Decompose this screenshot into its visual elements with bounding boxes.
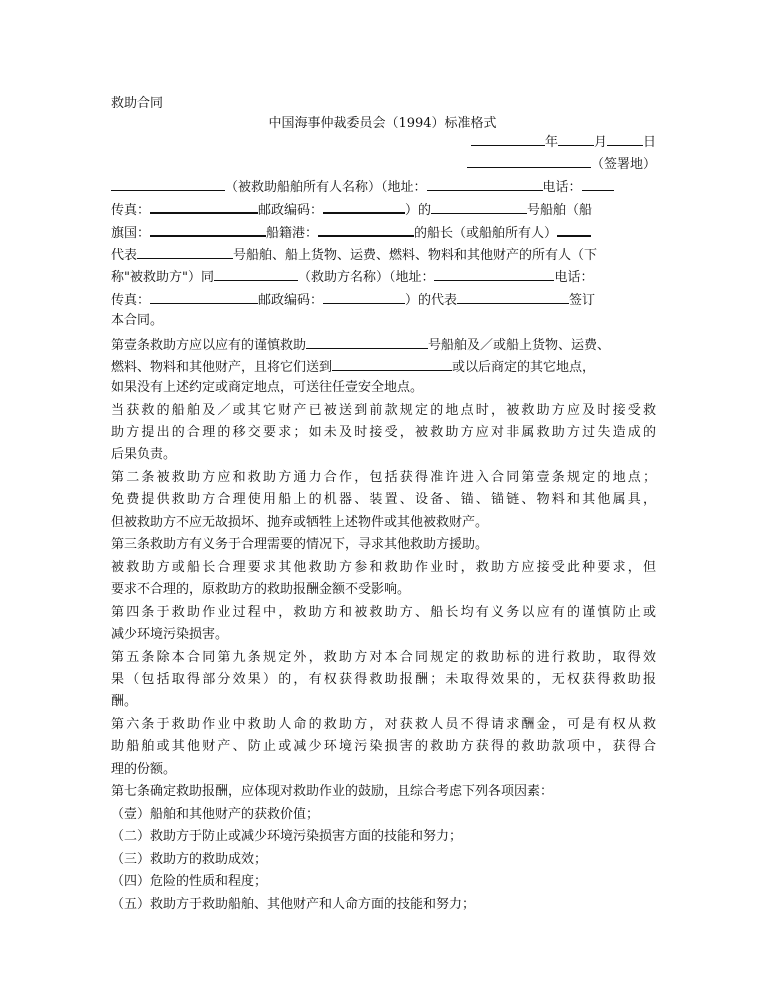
party-text: 号船舶（船 bbox=[527, 203, 593, 218]
article-text: 号船舶及／或船上货物、运费、 bbox=[428, 338, 611, 353]
article-1-line-4: 当获救的船舶及／或其它财产已被送到前款规定的地点时，被救助方应及时接受救 bbox=[111, 403, 656, 418]
article-6-line-2: 助船舶或其他财产、防止或减少环境污染损害的救助方获得的救助款项中，获得合 bbox=[111, 739, 656, 754]
party-text: 传真： bbox=[111, 293, 151, 308]
article-6-line-1: 第六条于救助作业中救助人命的救助方，对获救人员不得请求酬金，可是有权从救 bbox=[111, 717, 656, 732]
article-3-line-1: 第三条救助方有义务于合理需要的情况下，寻求其他救助方援助。 bbox=[111, 537, 489, 552]
salvor-fax-blank[interactable] bbox=[150, 291, 258, 304]
flag-state-blank[interactable] bbox=[150, 223, 266, 237]
party-line-2 bbox=[111, 200, 656, 219]
destination-blank[interactable] bbox=[332, 358, 452, 371]
year-blank[interactable] bbox=[471, 133, 545, 146]
article-5-line-2: 果（包括取得部分效果）的，有权获得救助报酬；未取得效果的，无权获得救助报 bbox=[111, 672, 656, 687]
salvee-address-blank[interactable] bbox=[427, 178, 543, 191]
article-6-line-3: 理的份额。 bbox=[111, 762, 177, 777]
party-text: ）的代表 bbox=[405, 293, 458, 308]
document-title: 中国海事仲裁委员会（1994）标准格式 bbox=[268, 116, 497, 131]
party-line-3 bbox=[111, 223, 656, 242]
party-text: 邮政编码： bbox=[258, 203, 324, 218]
article-1-line-5: 助方提出的合理的移交要求；如未及时接受，被救助方应对非属救助方过失造成的 bbox=[111, 425, 656, 440]
port-registry-blank[interactable] bbox=[318, 223, 414, 237]
article-7-item: （壹）船舶和其他财产的获救价值； bbox=[111, 807, 320, 822]
article-3-line-3: 要求不合理的，原救助方的救助报酬金额不受影响。 bbox=[111, 582, 411, 597]
party-text: ）的 bbox=[405, 203, 432, 218]
party-text: 的船长（或船舶所有人） bbox=[414, 226, 558, 241]
year-label: 年 bbox=[544, 135, 558, 150]
salvee-name-blank[interactable] bbox=[111, 178, 225, 191]
article-5-line-3: 酬。 bbox=[111, 694, 138, 709]
article-7-item: （三）救助方的救助成效； bbox=[111, 852, 268, 867]
day-blank[interactable] bbox=[607, 133, 643, 146]
sign-place-blank[interactable] bbox=[467, 155, 591, 168]
salved-ship-blank[interactable] bbox=[306, 336, 428, 349]
article-7-item: （四）危险的性质和程度； bbox=[111, 874, 268, 889]
article-text: 或以后商定的其它地点， bbox=[452, 360, 596, 375]
document-label: 救助合同 bbox=[111, 96, 164, 111]
article-7-intro: 第七条确定救助报酬，应体现对救助作业的鼓励，且综合考虑下列各项因素： bbox=[111, 784, 554, 799]
salvor-rep-blank[interactable] bbox=[457, 291, 569, 304]
party-text: （救助方名称）（地址： bbox=[297, 270, 435, 285]
article-1-line-6: 后果负责。 bbox=[111, 447, 177, 462]
article-text: 燃料、物料和其他财产，且将它们送到 bbox=[111, 360, 333, 375]
salvee-phone-blank[interactable] bbox=[582, 178, 614, 191]
article-4-line-1: 第四条于救助作业过程中，救助方和被救助方、船长均有义务以应有的谨慎防止或 bbox=[111, 605, 656, 620]
party-text: 号船舶、船上货物、运费、燃料、物料和其他财产的所有人（下 bbox=[233, 248, 598, 263]
party-text: 签订 bbox=[569, 293, 596, 308]
sign-place-label: （签署地） bbox=[590, 157, 656, 172]
article-7-item: （二）救助方于防止或减少环境污染损害方面的技能和努力； bbox=[111, 829, 463, 844]
article-1-line-2 bbox=[111, 358, 656, 376]
article-1-line-3: 如果没有上述约定或商定地点，可送往任壹安全地点。 bbox=[111, 380, 424, 395]
represented-ship-blank[interactable] bbox=[137, 246, 233, 259]
salvor-name-blank[interactable] bbox=[214, 268, 298, 281]
sign-place-line bbox=[111, 155, 656, 173]
party-text: 电话： bbox=[554, 270, 594, 285]
salvee-postcode-blank[interactable] bbox=[323, 200, 405, 214]
article-7-item: （五）救助方于救助船舶、其他财产和人命方面的技能和努力； bbox=[111, 897, 476, 912]
party-text: 代表 bbox=[111, 248, 138, 263]
article-2-line-3: 但被救助方不应无故损坏、抛弃或牺牲上述物件或其他被救财产。 bbox=[111, 515, 489, 530]
party-line-1 bbox=[111, 178, 656, 196]
party-text: 邮政编码： bbox=[258, 293, 324, 308]
article-1-line-1 bbox=[111, 336, 656, 354]
day-label: 日 bbox=[642, 135, 656, 150]
salvor-postcode-blank[interactable] bbox=[323, 291, 405, 304]
date-line bbox=[111, 133, 656, 151]
party-text: 称"被救助方"）同 bbox=[111, 270, 214, 285]
party-line-7: 本合同。 bbox=[111, 313, 164, 328]
article-2-line-2: 免费提供救助方合理使用船上的机器、装置、设备、锚、锚链、物料和其他属具， bbox=[111, 492, 656, 507]
article-3-line-2: 被救助方或船长合理要求其他救助方参和救助作业时，救助方应接受此种要求，但 bbox=[111, 560, 656, 575]
salvee-fax-blank[interactable] bbox=[150, 200, 258, 214]
article-5-line-1: 第五条除本合同第九条规定外，救助方对本合同规定的救助标的进行救助，取得效 bbox=[111, 650, 656, 665]
party-line-4 bbox=[111, 246, 656, 264]
month-label: 月 bbox=[593, 135, 607, 150]
party-line-5 bbox=[111, 268, 656, 286]
article-2-line-1: 第二条被救助方应和救助方通力合作，包括获得准许进入合同第壹条规定的地点； bbox=[111, 470, 656, 485]
party-text: 船籍港： bbox=[266, 226, 319, 241]
party-text: （被救助船舶所有人名称）（地址： bbox=[225, 180, 427, 195]
party-text: 传真： bbox=[111, 203, 151, 218]
master-blank[interactable] bbox=[557, 223, 591, 237]
salvor-address-blank[interactable] bbox=[434, 268, 554, 281]
party-line-6 bbox=[111, 291, 656, 309]
article-4-line-2: 减少环境污染损害。 bbox=[111, 627, 229, 642]
party-text: 旗国： bbox=[111, 226, 151, 241]
month-blank[interactable] bbox=[558, 133, 594, 146]
party-text: 电话： bbox=[542, 180, 582, 195]
salvee-ship-blank[interactable] bbox=[431, 201, 527, 214]
article-text: 第壹条救助方应以应有的谨慎救助 bbox=[111, 338, 307, 353]
